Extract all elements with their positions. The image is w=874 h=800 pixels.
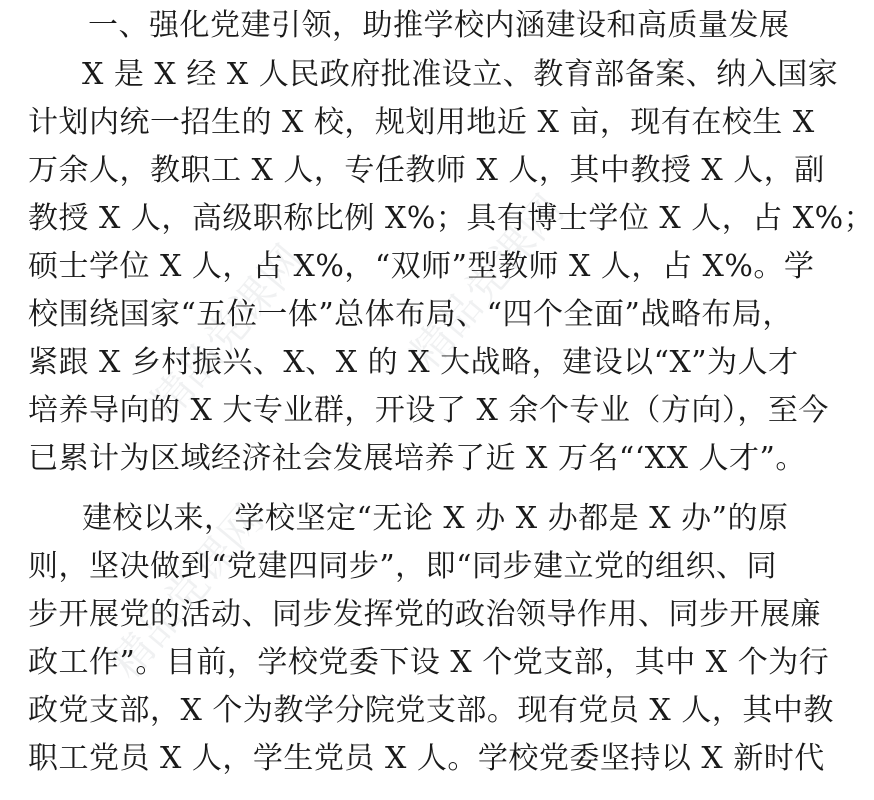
paragraph-line: 建校以来，学校坚定“无论 X 办 X 办都是 X 办”的原 xyxy=(82,501,789,536)
paragraph-line: 政党支部，X 个为教学分院党支部。现有党员 X 人，其中教 xyxy=(28,693,834,728)
paragraph-line: 硕士学位 X 人，占 X%，“双师”型教师 X 人，占 X%。学 xyxy=(28,249,815,284)
paragraph-line: 职工党员 X 人，学生党员 X 人。学校党委坚持以 X 新时代 xyxy=(28,741,825,776)
paragraph-line: 计划内统一招生的 X 校，规划用地近 X 亩，现有在校生 X xyxy=(28,105,815,140)
paragraph-line: 政工作”。目前，学校党委下设 X 个党支部，其中 X 个为行 xyxy=(28,645,830,680)
watermark: 精品党课网 xyxy=(100,495,274,688)
section-heading: 一、强化党建引领，助推学校内涵建设和高质量发展 xyxy=(88,8,790,43)
paragraph-line: 已累计为区域经济社会发展培养了近 X 万名“‘XX 人才”。 xyxy=(28,441,806,476)
paragraph-line: 培养导向的 X 大专业群，开设了 X 余个专业（方向），至今 xyxy=(28,393,829,428)
paragraph-line: 教授 X 人，高级职称比例 X%；具有博士学位 X 人，占 X%； xyxy=(28,201,874,236)
paragraph-line: 校围绕国家“五位一体”总体布局、“四个全面”战略布局， xyxy=(28,297,793,332)
paragraph-line: 则，坚决做到“党建四同步”，即“同步建立党的组织、同 xyxy=(28,549,778,584)
paragraph-line: 步开展党的活动、同步发挥党的政治领导作用、同步开展廉 xyxy=(28,597,821,632)
paragraph-line: X 是 X 经 X 人民政府批准设立、教育部备案、纳入国家 xyxy=(82,57,839,92)
paragraph-line: 紧跟 X 乡村振兴、X、X 的 X 大战略，建设以“X”为人才 xyxy=(28,345,799,380)
watermark: 精品党课网 xyxy=(400,185,574,378)
watermark: 精品党课网 xyxy=(140,235,314,428)
paragraph-line: 万余人，教职工 X 人，专任教师 X 人，其中教授 X 人，副 xyxy=(28,153,825,188)
